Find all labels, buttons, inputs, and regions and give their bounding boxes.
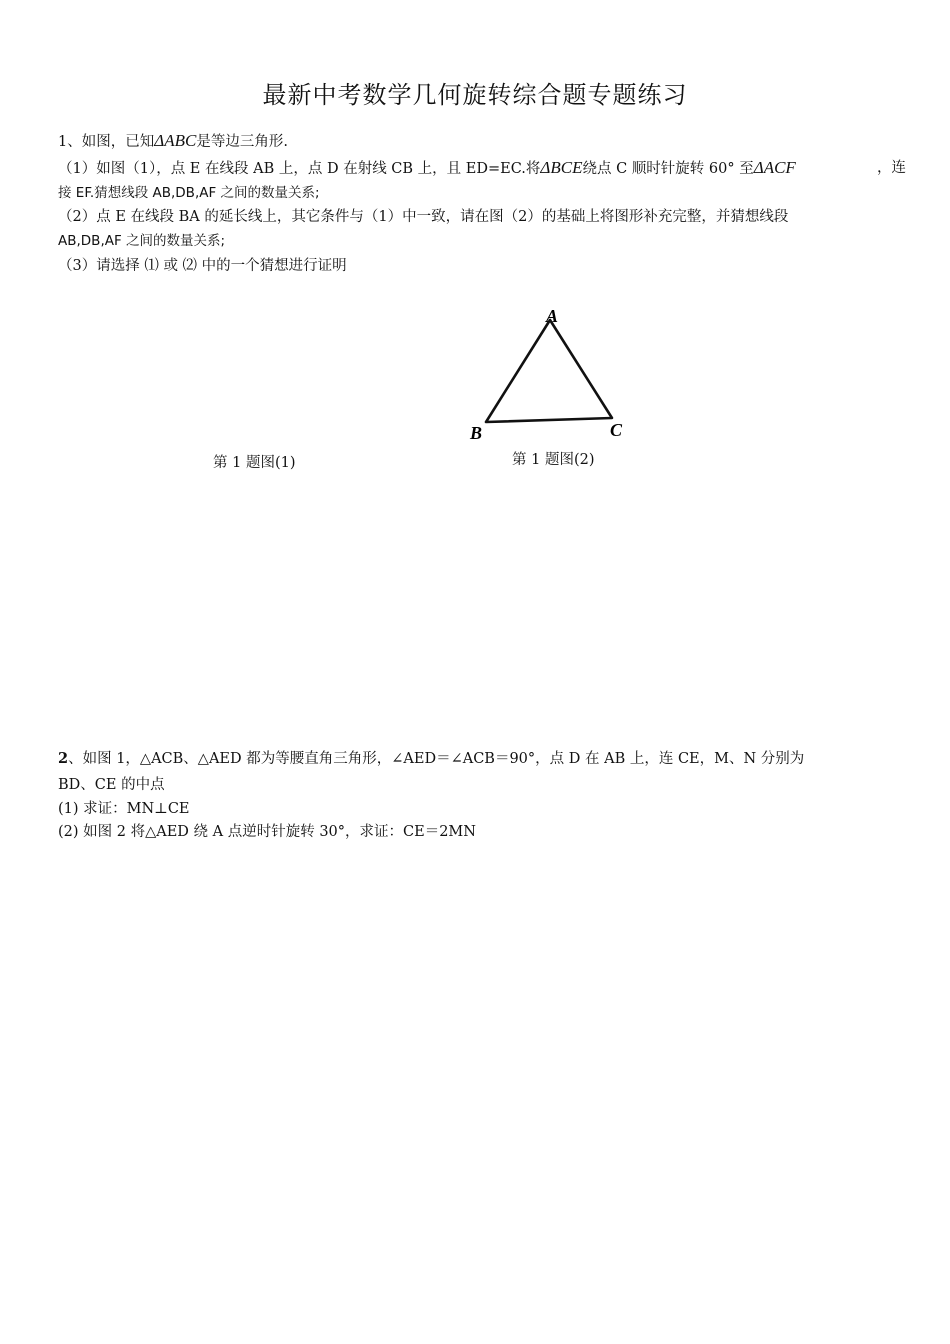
q1-intro-math: ΔABC (154, 131, 197, 150)
q1-part2-line2: AB,DB,AF 之间的数量关系; (58, 233, 226, 249)
q2-line1-text: 、如图 1，△ACB、△AED 都为等腰直角三角形，∠AED＝∠ACB＝90°，点 D 在 AB 上，连 CE，M、N 分别为 (68, 751, 805, 767)
q1-part1-text-b: 绕点 C 顺时针旋转 60° 至 (582, 161, 754, 177)
q2-item2: (2) 如图 2 将△AED 绕 A 点逆时针旋转 30°，求证：CE＝2MN (58, 824, 476, 840)
vertex-label-a: A (546, 306, 559, 326)
triangle-abc-figure (460, 300, 640, 450)
q2-number: 2 (58, 750, 69, 767)
q1-intro-post: 是等边三角形. (196, 134, 288, 150)
q1-part1-line1 (58, 158, 906, 179)
q1-part1-text-c: ，连 (877, 160, 906, 176)
q1-part3: （3）请选择 ⑴ 或 ⑵ 中的一个猜想进行证明 (58, 258, 347, 274)
q2-item1: (1) 求证：MN⊥CE (58, 801, 190, 817)
q1-part1-text-a: （1）如图（1），点 E 在线段 AB 上，点 D 在射线 CB 上，且 ED=EC.将 (58, 161, 541, 177)
figure-caption-2: 第 1 题图(2) (512, 452, 595, 468)
figure-caption-1: 第 1 题图(1) (213, 455, 296, 471)
q1-part2-line1: （2）点 E 在线段 BA 的延长线上，其它条件与（1）中一致，请在图（2）的基础上将图形补充完整，并猜想线段 (58, 209, 789, 225)
page-title: 最新中考数学几何旋转综合题专题练习 (262, 81, 688, 109)
vertex-label-c: C (610, 420, 623, 440)
q1-part1-line2: 接 EF.猜想线段 AB,DB,AF 之间的数量关系; (58, 185, 320, 201)
vertex-label-b: B (470, 423, 483, 443)
q1-intro (58, 131, 288, 152)
q2-line2: BD、CE 的中点 (58, 777, 165, 793)
triangle-abc (486, 320, 612, 422)
q1-part1-math-bce: ΔBCE (540, 158, 583, 177)
q1-part1-math-acf: ΔACF (753, 158, 796, 177)
q2-line1 (58, 749, 804, 769)
q1-intro-pre: 1、如图，已知 (58, 134, 155, 150)
